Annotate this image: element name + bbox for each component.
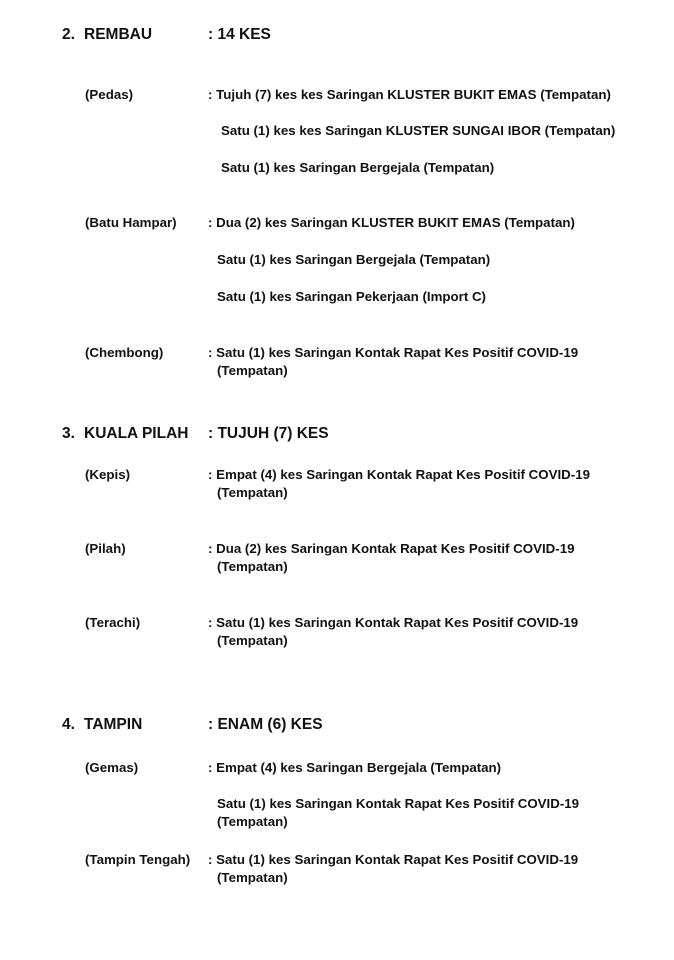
case-line: Satu (1) kes Saringan Bergejala (Tempatan) [217, 252, 491, 267]
district-name: REMBAU [84, 26, 153, 43]
case-line: : Tujuh (7) kes kes Saringan KLUSTER BUKIT EMAS (Tempatan) [208, 87, 611, 102]
case-line: (Tempatan) [217, 870, 288, 885]
case-line: Satu (1) kes Saringan Pekerjaan (Import C) [217, 289, 486, 304]
district-total: : 14 KES [208, 26, 271, 43]
section-number: 4. [62, 716, 75, 733]
area-name: (Kepis) [85, 467, 131, 482]
district-total: : TUJUH (7) KES [208, 425, 329, 442]
case-line: (Tempatan) [217, 814, 288, 829]
case-line: : Satu (1) kes Saringan Kontak Rapat Kes Positif COVID-19 [208, 345, 579, 360]
district-name: KUALA PILAH [84, 425, 189, 442]
case-line: (Tempatan) [217, 485, 288, 500]
case-line: (Tempatan) [217, 559, 288, 574]
case-line: : Empat (4) kes Saringan Kontak Rapat Kes Positif COVID-19 [208, 467, 591, 482]
case-line: (Tempatan) [217, 363, 288, 378]
section-number: 3. [62, 425, 75, 442]
area-name: (Gemas) [85, 760, 139, 775]
area-name: (Chembong) [85, 345, 164, 360]
area-name: (Pedas) [85, 87, 134, 102]
case-line: : Dua (2) kes Saringan KLUSTER BUKIT EMAS (Tempatan) [208, 215, 575, 230]
case-line: : Satu (1) kes Saringan Kontak Rapat Kes Positif COVID-19 [208, 852, 579, 867]
area-name: (Terachi) [85, 615, 141, 630]
section-number: 2. [62, 26, 75, 43]
case-line: Satu (1) kes kes Saringan KLUSTER SUNGAI IBOR (Tempatan) [221, 123, 616, 138]
case-line: Satu (1) kes Saringan Bergejala (Tempatan) [221, 160, 495, 175]
case-line: Satu (1) kes Saringan Kontak Rapat Kes Positif COVID-19 [217, 796, 580, 811]
case-line: : Satu (1) kes Saringan Kontak Rapat Kes Positif COVID-19 [208, 615, 579, 630]
case-line: : Dua (2) kes Saringan Kontak Rapat Kes Positif COVID-19 [208, 541, 575, 556]
area-name: (Batu Hampar) [85, 215, 177, 230]
case-line: (Tempatan) [217, 633, 288, 648]
area-name: (Tampin Tengah) [85, 852, 191, 867]
district-name: TAMPIN [84, 716, 143, 733]
case-line: : Empat (4) kes Saringan Bergejala (Tempatan) [208, 760, 502, 775]
district-total: : ENAM (6) KES [208, 716, 323, 733]
area-name: (Pilah) [85, 541, 126, 556]
